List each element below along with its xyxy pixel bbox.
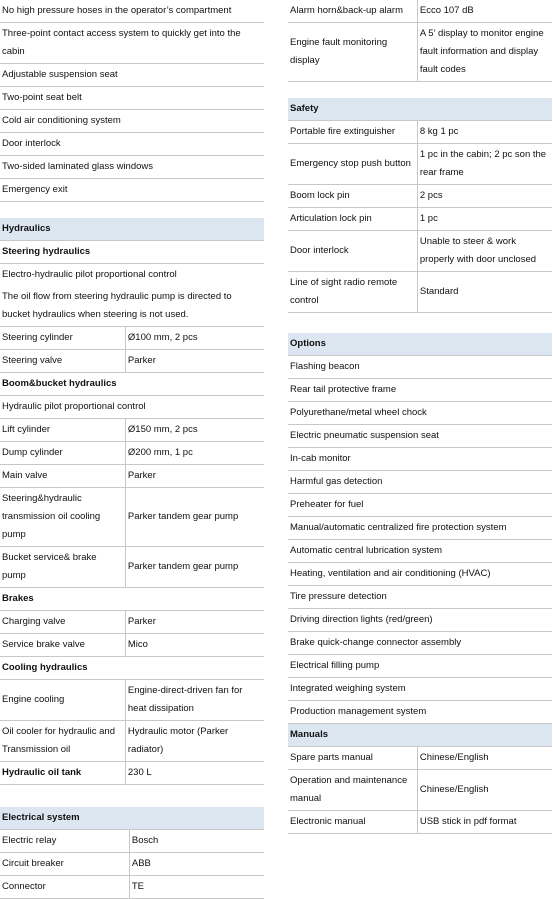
cabin-item: Door interlock (2, 138, 61, 149)
row-value: Ø100 mm, 2 pcs (125, 327, 264, 350)
row-label: Lift cylinder (2, 424, 51, 435)
option-item: Integrated weighing system (290, 683, 406, 694)
table-row (0, 23, 264, 64)
row-label: Boom lock pin (290, 190, 350, 201)
table-row (0, 133, 264, 156)
table-row (288, 402, 552, 425)
row-label: Door interlock (290, 245, 349, 256)
row-value: 1 pc in the cabin; 2 pc son the rear frame (417, 144, 552, 185)
row-label: Hydraulic oil tank (2, 767, 82, 778)
table-row (0, 611, 264, 634)
option-item: Heating, ventilation and air conditioning (HVAC) (290, 568, 491, 579)
option-item: Automatic central lubrication system (290, 545, 443, 556)
section-header (0, 807, 264, 830)
row-label: Circuit breaker (2, 858, 64, 869)
table-row (288, 471, 552, 494)
row-value: 8 kg 1 pc (417, 121, 552, 144)
row-label: Line of sight radio remote control (290, 277, 398, 306)
spacer (0, 202, 264, 218)
subsection-header (0, 241, 264, 264)
row-value: Mico (125, 634, 264, 657)
cabin-item: Three-point contact access system to quickly get into the cabin (2, 28, 241, 57)
row-label: Emergency stop push button (290, 158, 411, 169)
table-row (0, 419, 264, 442)
subsection-header (0, 373, 264, 396)
table-row (288, 586, 552, 609)
row-value: Ø150 mm, 2 pcs (125, 419, 264, 442)
table-row (0, 350, 264, 373)
electrical-title: Electrical system (0, 807, 264, 830)
table-row (0, 442, 264, 465)
table-row (288, 231, 552, 272)
row-value: Hydraulic motor (Parker radiator) (125, 721, 264, 762)
row-value: 230 L (125, 762, 264, 785)
table-row (0, 156, 264, 179)
table-row (288, 563, 552, 586)
table-row (288, 811, 552, 834)
section-header (288, 333, 552, 356)
option-item: Brake quick-change connector assembly (290, 637, 462, 648)
table-row (0, 64, 264, 87)
table-row (288, 448, 552, 471)
table-row (288, 379, 552, 402)
right-column (288, 0, 552, 834)
table-row (0, 286, 264, 327)
alarm-table (288, 0, 552, 82)
row-label: Charging valve (2, 616, 66, 627)
table-row (0, 327, 264, 350)
row-value: 2 pcs (417, 185, 552, 208)
table-row (0, 396, 264, 419)
manuals-title: Manuals (288, 724, 552, 747)
spacer (288, 82, 552, 98)
row-value: Standard (417, 272, 552, 313)
row-label: Bucket service& brake pump (2, 552, 97, 581)
table-row (0, 853, 264, 876)
table-row (0, 264, 264, 287)
table-row (288, 747, 552, 770)
table-row (288, 23, 552, 82)
table-row (288, 655, 552, 678)
table-row (0, 721, 264, 762)
row-value: Parker (125, 350, 264, 373)
option-item: Electric pneumatic suspension seat (290, 430, 439, 441)
row-value: Ecco 107 dB (417, 0, 552, 23)
row-value: Bosch (129, 830, 264, 853)
electrical-table (0, 807, 264, 899)
option-item: Electrical filling pump (290, 660, 380, 671)
table-row (288, 144, 552, 185)
row-label: Electronic manual (290, 816, 366, 827)
row-label: Alarm horn&back-up alarm (290, 5, 403, 16)
row-label: Oil cooler for hydraulic and Transmission oil (2, 726, 115, 755)
cabin-item: Two-sided laminated glass windows (2, 161, 154, 172)
table-row (288, 494, 552, 517)
table-row (288, 272, 552, 313)
option-item: Rear tail protective frame (290, 384, 397, 395)
row-value: Ø200 mm, 1 pc (125, 442, 264, 465)
row-label: Spare parts manual (290, 752, 373, 763)
row-label: Operation and maintenance manual (290, 775, 408, 804)
table-row (0, 488, 264, 547)
section-header (288, 98, 552, 121)
table-row (0, 680, 264, 721)
row-label: Connector (2, 881, 46, 892)
cooling-title: Cooling hydraulics (2, 662, 88, 673)
row-value: Chinese/English (417, 770, 552, 811)
option-item: Production management system (290, 706, 427, 717)
options-table (288, 333, 552, 724)
cabin-item: Cold air conditioning system (2, 115, 121, 126)
table-row (0, 547, 264, 588)
left-column (0, 0, 264, 899)
table-row (288, 540, 552, 563)
table-row (288, 356, 552, 379)
hydraulics-table (0, 218, 264, 785)
row-value: 1 pc (417, 208, 552, 231)
option-item: Manual/automatic centralized fire protection system (290, 522, 507, 533)
row-label: Steering valve (2, 355, 63, 366)
row-value: Parker (125, 611, 264, 634)
option-item: Harmful gas detection (290, 476, 383, 487)
option-item: Tire pressure detection (290, 591, 387, 602)
cabin-item: No high pressure hoses in the operator’s compartment (2, 5, 232, 16)
cabin-item: Emergency exit (2, 184, 68, 195)
section-header (288, 724, 552, 747)
table-row (0, 0, 264, 23)
row-value: Parker (125, 465, 264, 488)
row-label: Engine cooling (2, 694, 65, 705)
table-row (0, 87, 264, 110)
row-label: Steering&hydraulic transmission oil cooling pump (2, 493, 101, 540)
table-row (288, 208, 552, 231)
table-row (288, 121, 552, 144)
row-value: A 5’ display to monitor engine fault information and display fault codes (417, 23, 552, 82)
table-row (0, 110, 264, 133)
table-row (0, 876, 264, 899)
table-row (288, 701, 552, 724)
option-item: Flashing beacon (290, 361, 360, 372)
row-label: Steering cylinder (2, 332, 73, 343)
table-row (288, 678, 552, 701)
spacer (288, 313, 552, 333)
cabin-item: Adjustable suspension seat (2, 69, 118, 80)
row-value: Parker tandem gear pump (125, 488, 264, 547)
boom-note: Hydraulic pilot proportional control (2, 401, 146, 412)
cabin-item: Two-point seat belt (2, 92, 82, 103)
row-value: ABB (129, 853, 264, 876)
row-label: Main valve (2, 470, 48, 481)
row-value: Parker tandem gear pump (125, 547, 264, 588)
steering-title: Steering hydraulics (2, 246, 91, 257)
table-row (0, 634, 264, 657)
table-row (288, 609, 552, 632)
table-row (288, 632, 552, 655)
row-value: Chinese/English (417, 747, 552, 770)
option-item: Driving direction lights (red/green) (290, 614, 433, 625)
row-label: Service brake valve (2, 639, 85, 650)
table-row (288, 185, 552, 208)
cabin-table (0, 0, 264, 202)
row-label: Dump cylinder (2, 447, 63, 458)
row-label: Portable fire extinguisher (290, 126, 396, 137)
row-value: TE (129, 876, 264, 899)
subsection-header (0, 657, 264, 680)
table-row (0, 179, 264, 202)
option-item: In-cab monitor (290, 453, 351, 464)
section-header (0, 218, 264, 241)
table-row (0, 762, 264, 785)
table-row (0, 465, 264, 488)
hydraulics-title: Hydraulics (0, 218, 264, 241)
table-row (288, 425, 552, 448)
subsection-header (0, 588, 264, 611)
row-label: Articulation lock pin (290, 213, 372, 224)
row-label: Engine fault monitoring display (290, 37, 388, 66)
option-item: Polyurethane/metal wheel chock (290, 407, 427, 418)
row-label: Electric relay (2, 835, 57, 846)
steering-note: Electro-hydraulic pilot proportional control (2, 269, 177, 280)
table-row (288, 0, 552, 23)
row-value: Engine-direct-driven fan for heat dissipation (125, 680, 264, 721)
row-value: Unable to steer & work properly with door unclosed (417, 231, 552, 272)
option-item: Preheater for fuel (290, 499, 364, 510)
safety-table (288, 98, 552, 313)
spacer (0, 785, 264, 807)
safety-title: Safety (288, 98, 552, 121)
table-row (288, 517, 552, 540)
options-title: Options (288, 333, 552, 356)
boom-title: Boom&bucket hydraulics (2, 378, 117, 389)
table-row (0, 830, 264, 853)
brakes-title: Brakes (2, 593, 34, 604)
table-row (288, 770, 552, 811)
steering-note: The oil flow from steering hydraulic pump is directed to bucket hydraulics when steering is not used. (2, 291, 232, 320)
manuals-table (288, 724, 552, 834)
row-value: USB stick in pdf format (417, 811, 552, 834)
